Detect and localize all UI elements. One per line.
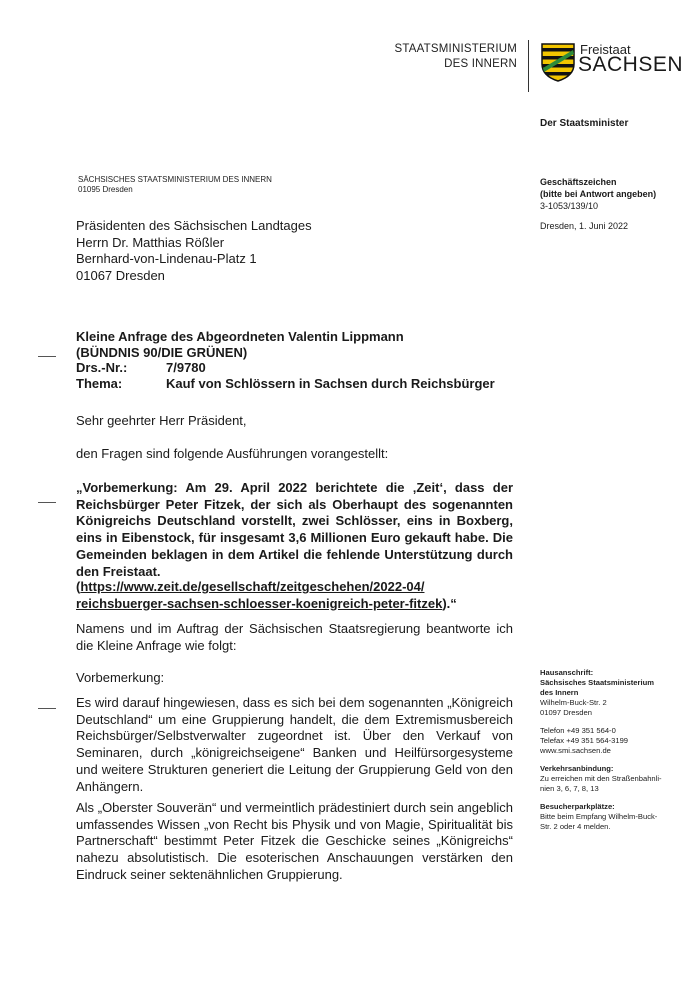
traffic-info: nien 3, 6, 7, 8, 13: [540, 784, 599, 793]
recipient-address: [76, 218, 312, 284]
recipient-line: Herrn Dr. Matthias Rößler: [76, 234, 225, 250]
ministry-name-line1: STAATSMINISTERIUM: [394, 43, 517, 55]
ministry-name: [380, 42, 517, 72]
parking-info: Bitte beim Empfang Wilhelm-Buck-: [540, 812, 658, 821]
drs-label: Drs.-Nr.:: [76, 360, 128, 375]
street-address: Wilhelm-Buck-Str. 2: [540, 698, 607, 707]
recipient-line: Präsidenten des Sächsischen Landtages: [76, 218, 312, 233]
logo-freistaat-text: Freistaat: [580, 42, 631, 57]
contact-sidebar: [540, 668, 690, 832]
reference-hint: (bitte bei Antwort angeben): [540, 189, 657, 199]
subject-line1: Kleine Anfrage des Abgeordneten Valentin Lippmann: [76, 329, 404, 344]
answer-paragraph-2: Als „Oberster Souverän“ und vermeintlich prädestiniert durch sein angeblich umfassendes Wissen „von Recht bis Physik und von Magie, Spiritualität bis Partnerschaft“ bestimmt Peter Fitzek die Geschicke seines „Königreichs“ nahezu absolutistisch. Die esoterischen Anschauungen verstärken den Eindruck seiner sektenähnlichen Gruppierung.: [76, 800, 513, 882]
signature-title: Der Staatsminister: [540, 118, 629, 129]
source-link-line2[interactable]: reichsbuerger-sachsen-schloesser-koenigreich-peter-fitzek: [76, 595, 443, 611]
hausanschrift-name: des Innern: [540, 688, 579, 697]
logo-sachsen-text: SACHSEN: [578, 53, 684, 76]
source-link-block: [76, 579, 513, 612]
ministry-name-line2: DES INNERN: [444, 58, 517, 70]
answer-intro: Namens und im Auftrag der Sächsischen Staatsregierung beantworte ich die Kleine Anfrage wie folgt:: [76, 621, 513, 653]
fold-mark: [38, 708, 56, 709]
fold-mark: [38, 502, 56, 503]
sender-line1: SÄCHSISCHES STAATSMINISTERIUM DES INNERN: [78, 175, 272, 184]
recipient-line: 01067 Dresden: [76, 267, 165, 283]
recipient-line: Bernhard-von-Lindenau-Platz 1: [76, 251, 257, 266]
preliminary-quote: „Vorbemerkung: Am 29. April 2022 berichtete die ‚Zeit‘, dass der Reichsbürger Peter Fitzek, der sich als Oberhaupt des sogenannten Königreichs Deutschland vorstellt, zwei Schlösser, eins in Boxberg, eins in Eibenstock, für insgesamt 3,6 Millionen Euro gekauft habe. Die Gemeinden beklagen in dem Artikel die fehlende Unterstützung durch den Freistaat.: [76, 480, 513, 579]
intro-text: den Fragen sind folgende Ausführungen vorangestellt:: [76, 446, 389, 461]
parking-info: Str. 2 oder 4 melden.: [540, 822, 611, 831]
fold-mark: [38, 356, 56, 357]
parking-label: Besucherparkplätze:: [540, 802, 615, 811]
salutation: Sehr geehrter Herr Präsident,: [76, 413, 247, 428]
letter-date: Dresden, 1. Juni 2022: [540, 221, 629, 231]
traffic-info: Zu erreichen mit den Straßenbahnli-: [540, 774, 662, 783]
thema-label: Thema:: [76, 375, 123, 391]
city-address: 01097 Dresden: [540, 708, 592, 717]
reference-block: [540, 176, 656, 212]
reference-label: Geschäftszeichen: [540, 177, 617, 187]
sender-address: [78, 175, 272, 195]
sender-line2: 01095 Dresden: [78, 185, 133, 194]
phone-number: Telefon +49 351 564-0: [540, 726, 616, 735]
source-link-line1[interactable]: https://www.zeit.de/gesellschaft/zeitgeschehen/2022-04/: [80, 579, 425, 594]
thema-value: Kauf von Schlössern in Sachsen durch Reichsbürger: [166, 375, 495, 391]
logo-divider: [528, 40, 529, 92]
traffic-label: Verkehrsanbindung:: [540, 764, 614, 773]
link-open-paren: (: [76, 579, 81, 594]
fax-number: Telefax +49 351 564-3199: [540, 736, 629, 745]
subject-block: [76, 329, 495, 391]
link-close: ).“: [442, 595, 457, 611]
saxony-crest-icon: [540, 42, 576, 82]
hausanschrift-label: Hausanschrift:: [540, 668, 594, 677]
drs-number: 7/9780: [166, 360, 206, 375]
vorbemerkung-heading: Vorbemerkung:: [76, 670, 165, 685]
website-link[interactable]: www.smi.sachsen.de: [540, 746, 611, 755]
reference-number: 3-1053/139/10: [540, 201, 599, 211]
answer-paragraph-1: Es wird darauf hingewiesen, dass es sich bei dem sogenannten „Königreich Deutschland“ um eine Gruppierung handelt, die dem Extremismusbereich Reichsbürger/Selbstverwalter zugeordnet ist. Über den Verkauf von Seminaren, durch „königreichseigene“ Banken und Heilfürsorgesysteme und weitere Strukturen generiert die Leitung der Gruppierung Geld von den Anhängern.: [76, 695, 513, 794]
hausanschrift-name: Sächsisches Staatsministerium: [540, 678, 654, 687]
subject-line2: (BÜNDNIS 90/DIE GRÜNEN): [76, 344, 248, 360]
